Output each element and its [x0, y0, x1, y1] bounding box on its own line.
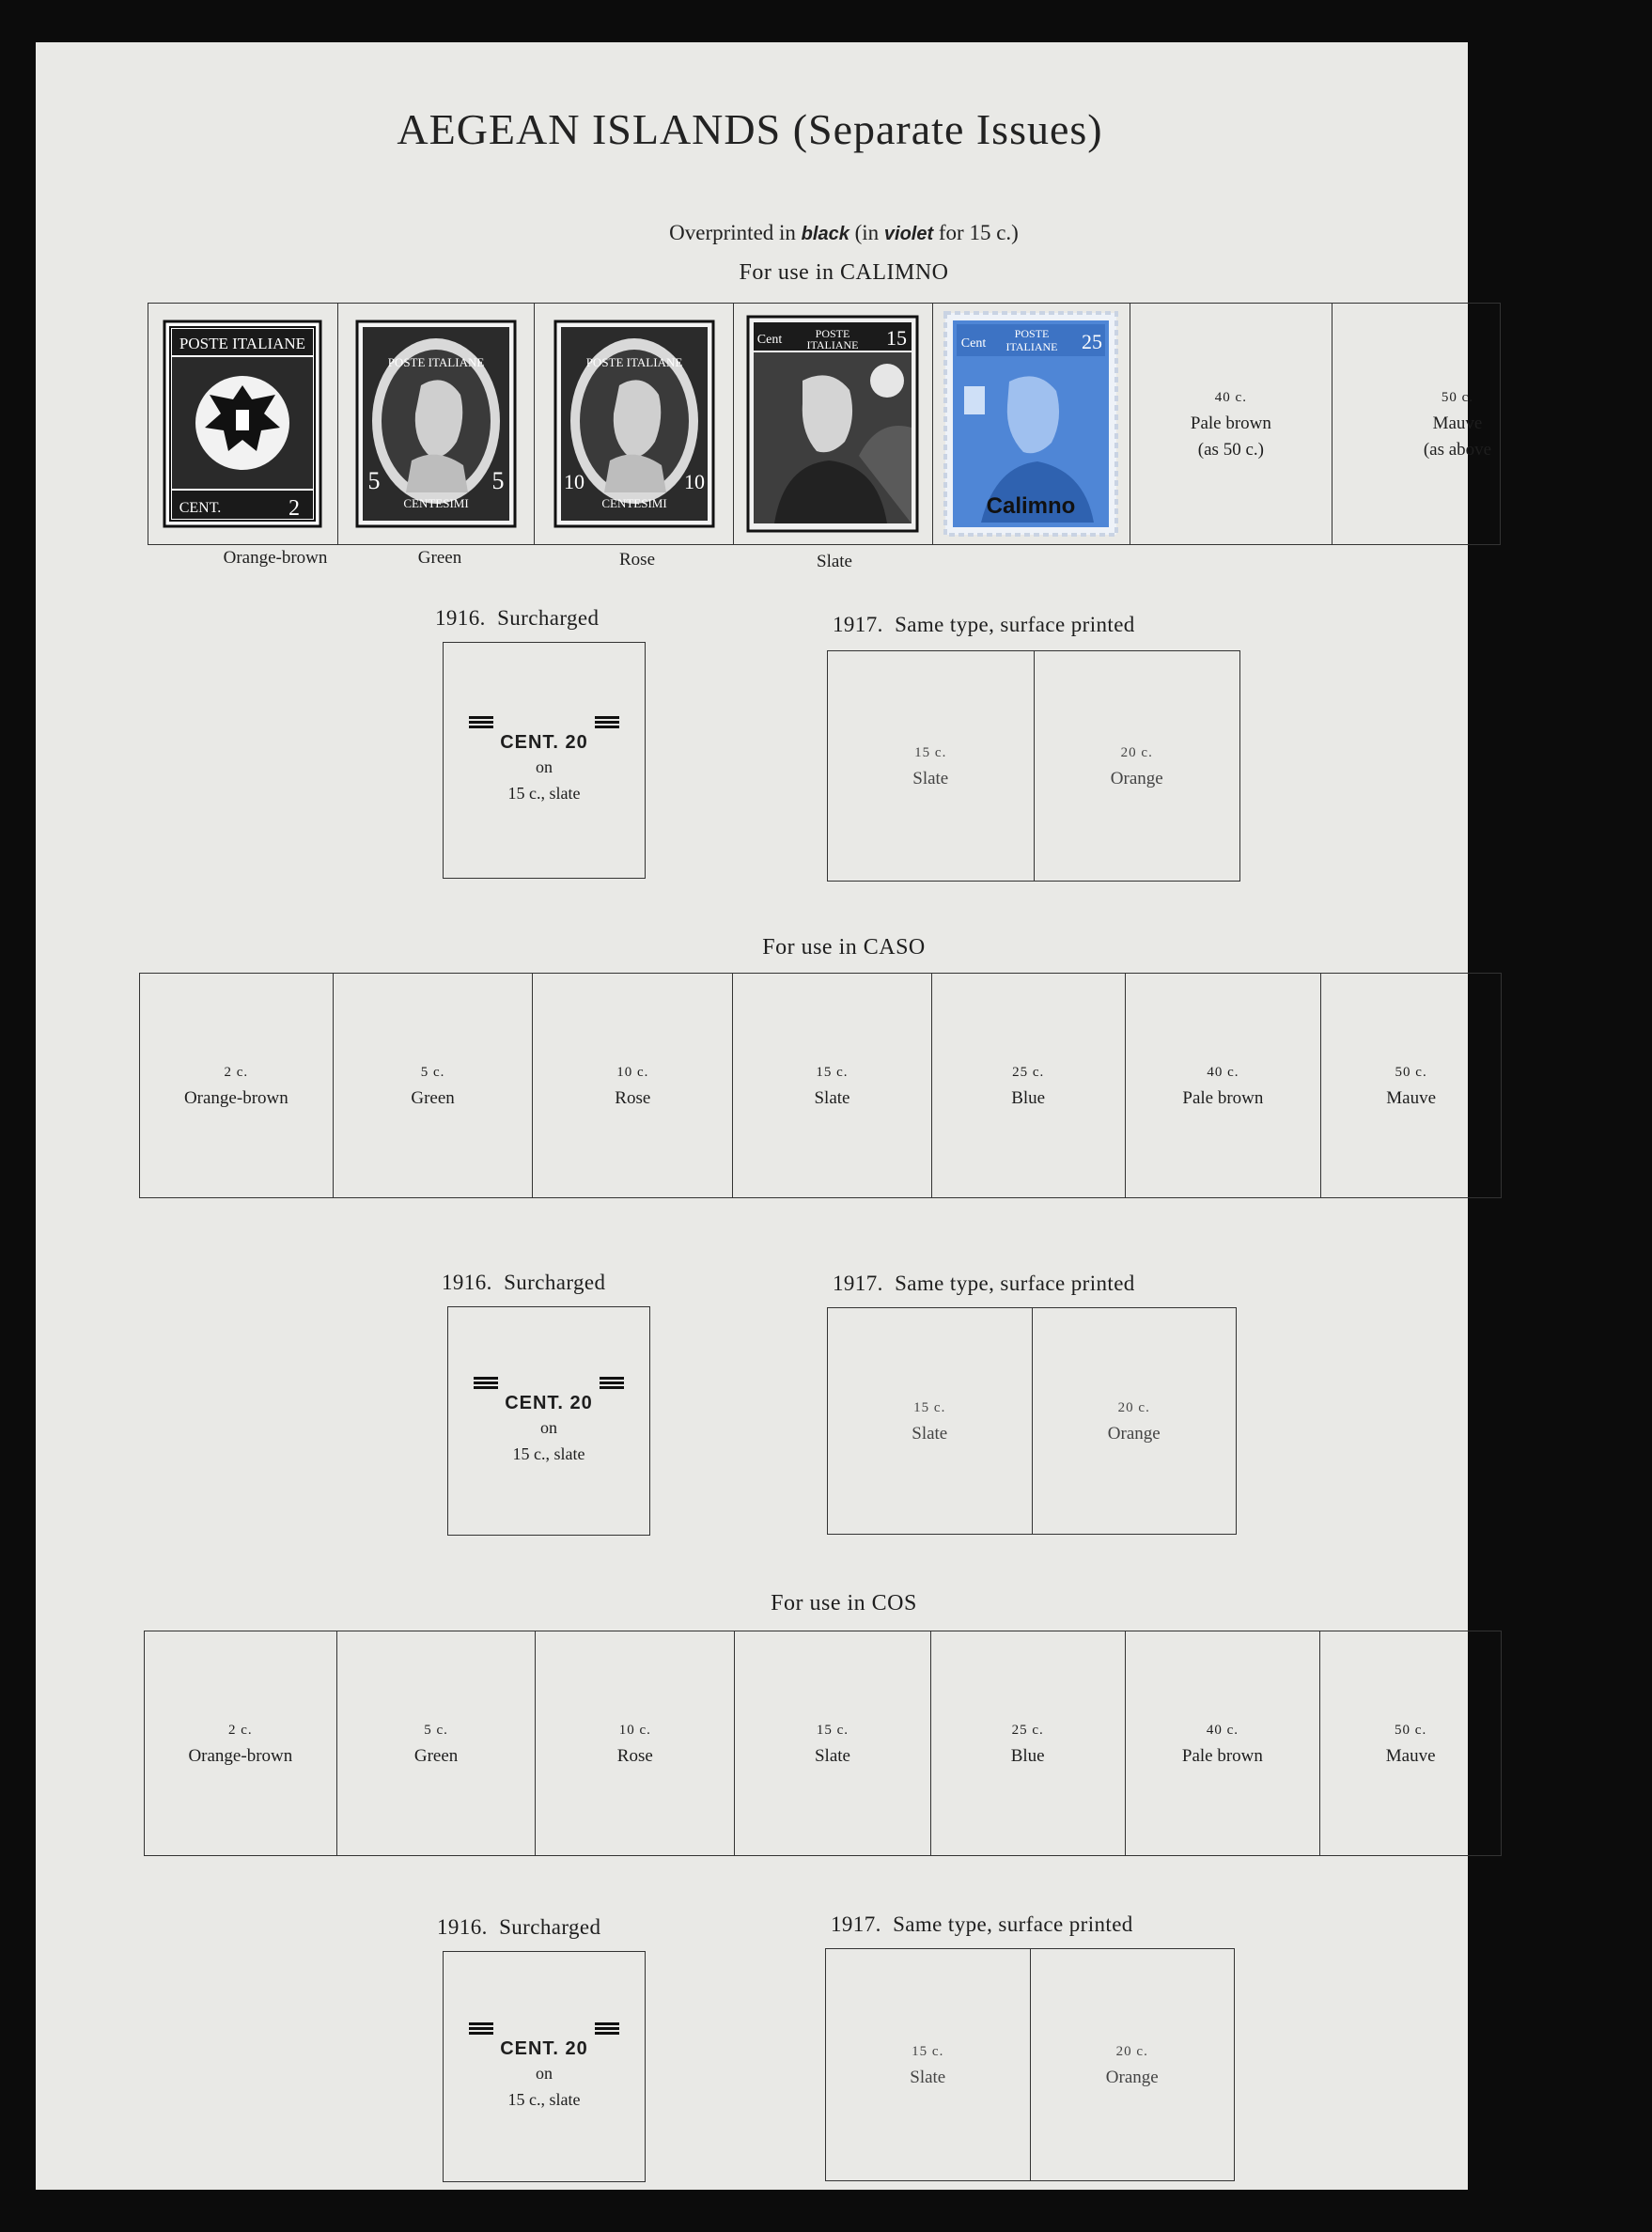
caption-slate: Slate — [817, 552, 852, 571]
caso-5c-cell: 5 c. Green — [334, 974, 534, 1197]
cos-same-type-heading: 1917. Same type, surface printed — [831, 1912, 1133, 1936]
svg-text:POSTE ITALIANE: POSTE ITALIANE — [585, 355, 683, 369]
cos-surcharged-box: CENT. 20 on 15 c., slate — [443, 1951, 646, 2182]
bar-right-icon — [600, 1375, 624, 1391]
king-10-stamp-image — [553, 320, 715, 528]
caso-50c-cell: 50 c. Mauve — [1386, 1065, 1437, 1108]
cos-40c-cell: 40 c. Pale brown — [1126, 1631, 1321, 1855]
caso-surcharged-heading: 1916. Surcharged — [442, 1271, 606, 1294]
caso-same-type-box — [827, 1307, 1237, 1535]
caso-surcharged-box: CENT. 20 on 15 c., slate — [447, 1306, 650, 1536]
eagle-stamp-image — [163, 320, 322, 528]
section-heading-calimno: For use in CALIMNO — [739, 260, 949, 285]
section-heading-caso: For use in CASO — [762, 935, 926, 960]
svg-text:CENTESIMI: CENTESIMI — [601, 496, 667, 510]
cos-same-type-box — [825, 1948, 1235, 2181]
surcharge-bars — [474, 1375, 624, 1391]
caso-25c-cell: 25 c. Blue — [932, 974, 1126, 1197]
cos-2c-cell: 2 c. Orange-brown — [145, 1631, 337, 1855]
calimno-15c-cell: 15 c. Slate — [828, 651, 1035, 881]
cos-50c-cell: 50 c. Mauve — [1385, 1723, 1436, 1766]
stamp-slot-5c — [338, 304, 536, 544]
cos-surcharged-heading: 1916. Surcharged — [437, 1915, 601, 1939]
svg-text:ITALIANE: ITALIANE — [1005, 340, 1058, 353]
cos-15c-cell: 15 c. Slate — [735, 1631, 931, 1855]
surcharge-bars — [469, 2021, 619, 2037]
svg-text:10: 10 — [683, 470, 705, 493]
cos-row — [144, 1631, 1502, 1856]
king-5-stamp-image — [355, 320, 517, 528]
svg-text:10: 10 — [563, 470, 584, 493]
svg-text:25: 25 — [1082, 330, 1103, 353]
bar-right-icon — [595, 714, 619, 730]
caso-10c-cell: 10 c. Rose — [533, 974, 733, 1197]
bar-left-icon — [469, 714, 493, 730]
bar-right-icon — [595, 2021, 619, 2037]
svg-text:Cent: Cent — [960, 336, 987, 351]
page-title: AEGEAN ISLANDS (Separate Issues) — [397, 105, 1103, 153]
stamp-slot-15c — [734, 304, 933, 544]
black-word: black — [801, 224, 849, 244]
caption-green: Green — [417, 548, 462, 568]
svg-text:POSTE: POSTE — [816, 327, 850, 340]
svg-text:CENT.: CENT. — [179, 500, 222, 516]
cos-10c-cell: 10 c. Rose — [536, 1631, 735, 1855]
calimno-same-type-box — [827, 650, 1240, 882]
caption-orange-brown: Orange-brown — [223, 548, 328, 568]
calimno-surcharged-heading: 1916. Surcharged — [435, 606, 600, 630]
album-page — [36, 42, 1492, 2190]
stamp-slot-2c — [148, 304, 338, 544]
overprint-note: Overprinted in black (in violet for 15 c.) — [669, 221, 1019, 244]
cos-25c-cell: 25 c. Blue — [931, 1631, 1126, 1855]
svg-text:Cent: Cent — [757, 333, 783, 347]
bar-left-icon — [474, 1375, 498, 1391]
svg-text:POSTE ITALIANE: POSTE ITALIANE — [387, 355, 485, 369]
caso-40c-cell: 40 c. Pale brown — [1126, 974, 1322, 1197]
bar-left-icon — [469, 2021, 493, 2037]
king-25-blue-stamp-image — [943, 311, 1118, 537]
svg-text:CENTESIMI: CENTESIMI — [403, 496, 469, 510]
section-heading-cos: For use in COS — [771, 1591, 917, 1615]
svg-text:15: 15 — [886, 326, 908, 350]
calimno-50c-cell: 50 c. Mauve (as above — [1423, 390, 1492, 460]
caso-15c-st-cell: 15 c. Slate — [828, 1308, 1033, 1534]
calimno-40c-cell: 40 c. Pale brown (as 50 c.) — [1130, 304, 1333, 544]
caso-15c-cell: 15 c. Slate — [733, 974, 932, 1197]
calimno-surcharged-box: CENT. 20 on 15 c., slate — [443, 642, 646, 879]
caption-rose: Rose — [619, 550, 655, 570]
cos-5c-cell: 5 c. Green — [337, 1631, 537, 1855]
caso-2c-cell: 2 c. Orange-brown — [140, 974, 334, 1197]
svg-text:2: 2 — [288, 496, 301, 521]
king-15-stamp-image — [746, 315, 919, 533]
caso-same-type-heading: 1917. Same type, surface printed — [833, 1272, 1135, 1295]
violet-word: violet — [883, 224, 934, 244]
svg-text:5: 5 — [367, 467, 381, 494]
calimno-stamp-row — [148, 303, 1501, 545]
cos-20c-st-cell: 20 c. Orange — [1105, 2044, 1159, 2087]
cos-15c-st-cell: 15 c. Slate — [826, 1949, 1031, 2180]
svg-text:Calimno: Calimno — [986, 493, 1076, 519]
svg-text:5: 5 — [491, 467, 505, 494]
surcharge-bars — [469, 714, 619, 730]
caso-20c-st-cell: 20 c. Orange — [1107, 1400, 1161, 1444]
svg-text:ITALIANE: ITALIANE — [806, 338, 859, 351]
caso-row — [139, 973, 1502, 1198]
stamp-slot-10c — [535, 304, 734, 544]
calimno-20c-cell: 20 c. Orange — [1110, 745, 1163, 788]
svg-text:POSTE ITALIANE: POSTE ITALIANE — [179, 335, 306, 352]
calimno-same-type-heading: 1917. Same type, surface printed — [833, 613, 1135, 636]
stamp-slot-25c — [933, 304, 1130, 544]
svg-text:POSTE: POSTE — [1014, 327, 1050, 340]
